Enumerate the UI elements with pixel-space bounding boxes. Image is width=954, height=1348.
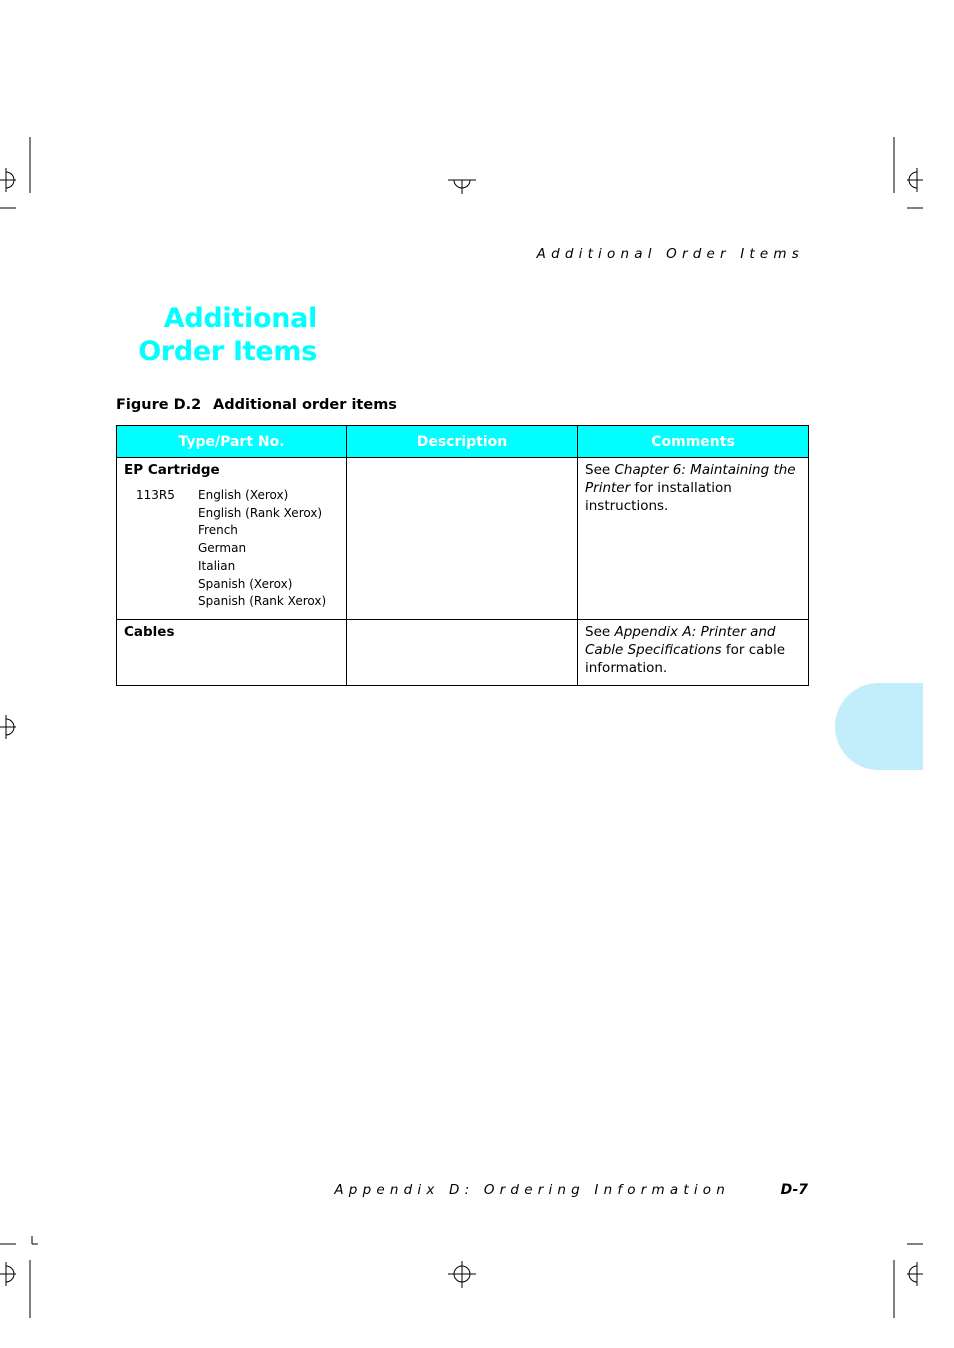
figure-number: Figure D.2 [116, 397, 202, 413]
language-list [198, 487, 326, 611]
column-header-comments: Comments [578, 426, 809, 458]
chapter-reference: Chapter 6: Maintaining the Printer [585, 462, 796, 496]
table-header-row [117, 426, 809, 458]
cell-comments [578, 458, 809, 620]
comment-text: See Chapter 6: Maintaining the Printer for installation instructions. [585, 462, 796, 514]
language-item: English (Xerox) [198, 488, 289, 502]
cell-type [117, 458, 347, 620]
chapter-thumb-tab [835, 683, 923, 770]
cell-description [347, 458, 578, 620]
column-header-description: Description [347, 426, 578, 458]
page-title-line-2: Order Items [138, 336, 317, 367]
cell-description [347, 619, 578, 685]
language-item: German [198, 541, 247, 556]
part-list [124, 487, 339, 611]
cell-comments [578, 619, 809, 685]
language-item: Spanish (Xerox) [198, 576, 293, 591]
figure-caption-text: Additional order items [213, 397, 397, 413]
appendix-reference: Appendix A: Printer and Cable Specifications [585, 623, 776, 658]
language-item: Italian [198, 558, 236, 573]
table-row [117, 619, 809, 685]
column-header-type: Type/Part No. [117, 426, 347, 458]
page-title [138, 302, 317, 368]
language-item: Spanish (Rank Xerox) [198, 594, 327, 609]
comment-text: See Appendix A: Printer and Cable Specifications for cable information. [585, 623, 786, 676]
table-row [117, 458, 809, 620]
part-number: 113R5 [136, 488, 175, 502]
language-item: French [198, 523, 238, 538]
page-number: D-7 [780, 1182, 808, 1198]
running-head: Additional Order Items [536, 246, 804, 262]
figure-caption [116, 397, 397, 413]
item-type: EP Cartridge [124, 462, 220, 478]
cell-type [117, 619, 347, 685]
language-item: English (Rank Xerox) [198, 505, 323, 520]
page-title-line-1: Additional [163, 303, 317, 334]
footer-chapter-title: Appendix D: Ordering Information [334, 1182, 730, 1198]
order-items-table [116, 425, 809, 686]
item-type: Cables [124, 623, 175, 640]
